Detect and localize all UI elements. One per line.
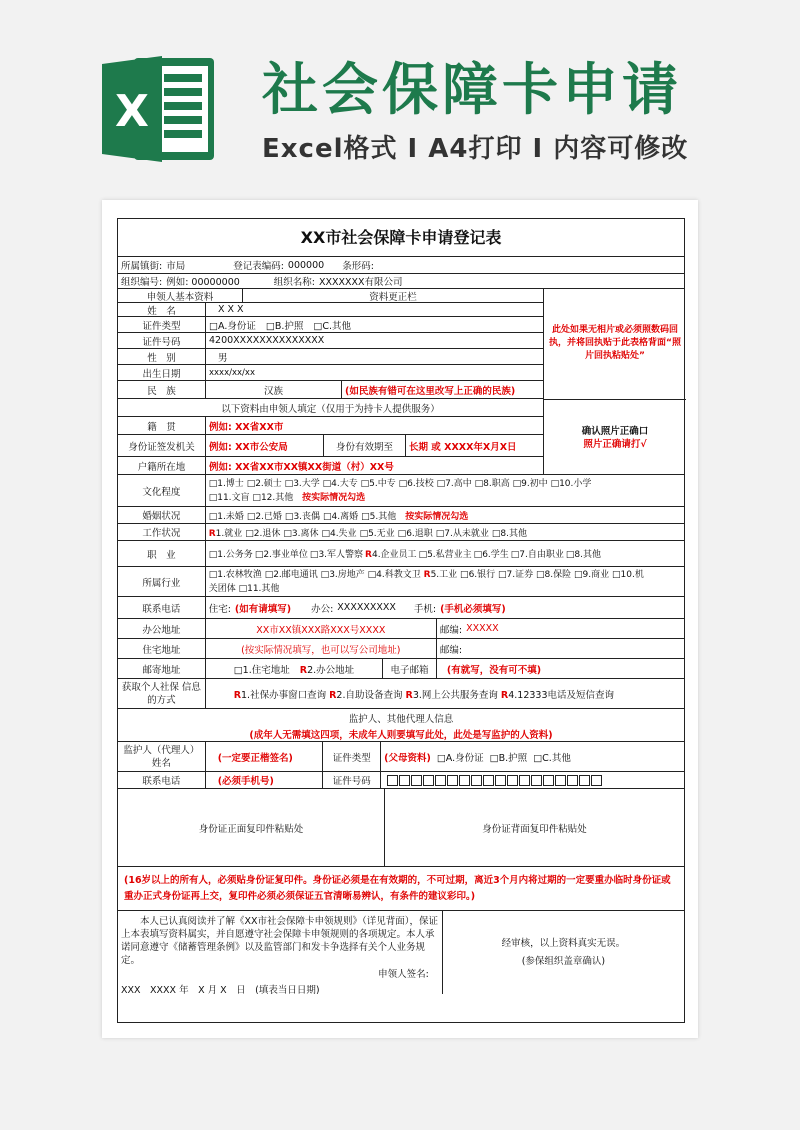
edu-option[interactable]: □6.技校: [398, 479, 434, 489]
idno-label: 证件号码: [118, 333, 206, 349]
info-option[interactable]: R4.12333电话及短信查询: [500, 689, 615, 701]
marital-label: 婚姻状况: [118, 507, 206, 523]
industry-option[interactable]: □6.银行: [460, 570, 496, 580]
work-options: [206, 524, 684, 540]
id-front-area: 身份证正面复印件粘贴处: [118, 789, 385, 866]
guardian-note-row: [118, 726, 684, 742]
digit-box[interactable]: [435, 775, 446, 786]
marital-options: [206, 507, 684, 523]
digit-box[interactable]: [387, 775, 398, 786]
office-address-row: [118, 619, 684, 639]
declaration-text: 本人已认真阅读并了解《XX市社会保障卡申领规则》（详见背面），保证上本表填写资料属实，并自愿遵守社会保障卡申领规则的各项规定。本人承诺同意遵守《储蓄管理条例》以及监管部门和发卡争选择有关个人业务规定。: [121, 916, 439, 966]
edu-option[interactable]: □11.文盲: [208, 493, 250, 503]
copy-note-row: [118, 867, 684, 911]
office-addr-value[interactable]: XX市XX镇XXX路XXX号XXXX: [206, 619, 437, 638]
mail-address-row: [118, 659, 684, 679]
guardian-note: (成年人无需填这四项，未成年人则要填写此处，此处是写监护的人资料): [249, 729, 553, 741]
industry-options: [206, 567, 684, 596]
office-phone-label: 办公:: [311, 603, 334, 615]
edu-option[interactable]: □4.大专: [322, 479, 358, 489]
marital-option[interactable]: □5.其他: [361, 511, 397, 522]
photo-note: 此处如果无相片或必须照数码回执，并将回执贴于此表格背面“照片回执粘贴处”: [549, 324, 681, 361]
date-line[interactable]: XXX XXXX 年 X 月 X 日 (填表当日日期): [121, 985, 320, 994]
cardholder-note: 以下资料由申领人填定（仅用于为持卡人提供服务）: [118, 399, 544, 417]
job-option[interactable]: □2.事业单位: [254, 550, 308, 560]
edu-note: 按实际情况勾选: [302, 493, 366, 503]
guardian-idtype-option[interactable]: □A.身份证: [436, 752, 484, 764]
work-option[interactable]: □6.退职: [397, 528, 433, 539]
guardian-name-row: [118, 742, 684, 772]
meta-row-2: [118, 273, 684, 289]
job-options: [206, 541, 684, 566]
basic-info-block: [118, 289, 684, 475]
edu-label: 文化程度: [118, 475, 206, 506]
office-addr-label: 办公地址: [118, 619, 206, 638]
guardian-phone-row: [118, 772, 684, 789]
industry-label: 所属行业: [118, 567, 206, 596]
ethnic-label: 民 族: [118, 381, 206, 399]
info-options: [206, 679, 684, 708]
excel-letter: X: [115, 86, 149, 137]
mail-option-office[interactable]: R2.办公地址: [299, 664, 355, 676]
ethnic-note: (如民族有错可在这里改写上正确的民族): [342, 381, 544, 399]
industry-row: [118, 567, 684, 597]
declaration-block: [118, 911, 443, 994]
home-addr-value[interactable]: (按实际情况填写，也可以写公司地址): [206, 639, 437, 658]
area-label: 所属镇街:: [121, 261, 163, 272]
guardian-header-row: [118, 709, 684, 726]
guardian-name-label: 监护人（代理人）姓名: [118, 742, 206, 771]
edu-option[interactable]: □5.中专: [360, 479, 396, 489]
basic-header: 申领人基本资料: [118, 289, 243, 303]
dob-value[interactable]: xxxx/xx/xx: [206, 365, 544, 381]
digit-box[interactable]: [567, 775, 578, 786]
mail-option-home[interactable]: □1.住宅地址: [233, 664, 290, 676]
mail-addr-label: 邮寄地址: [118, 659, 206, 678]
hero-subtitle: Excel格式 I A4打印 I 内容可修改: [262, 134, 689, 164]
validity-label: 身份有效期至: [324, 435, 406, 457]
idtype-option-b[interactable]: □B.护照: [265, 320, 304, 332]
name-value[interactable]: X X X: [206, 303, 544, 317]
home-addr-label: 住宅地址: [118, 639, 206, 658]
guardian-phone-value[interactable]: (必须手机号): [206, 772, 324, 788]
edu-option[interactable]: □2.硕士: [246, 479, 282, 489]
verify-block: [443, 911, 684, 994]
guardian-idtype-option[interactable]: □B.护照: [489, 752, 528, 764]
job-option[interactable]: □1.公务务: [208, 550, 253, 560]
photo-confirm-label: 确认照片正确口: [581, 425, 649, 437]
edu-option[interactable]: □8.职高: [474, 479, 510, 489]
work-label: 工作状况: [118, 524, 206, 540]
mobile-label: 手机:: [413, 603, 437, 615]
work-option[interactable]: □8.其他: [491, 528, 527, 539]
info-method-row: [118, 679, 684, 709]
verify-line-2: (参保组织盖章确认): [521, 955, 606, 967]
info-option[interactable]: R2.自助设备查询: [329, 689, 403, 701]
marital-option[interactable]: □1.未婚: [208, 511, 244, 522]
work-option[interactable]: □7.从未就业: [435, 528, 489, 539]
home-phone-value[interactable]: (如有请填写): [234, 603, 292, 615]
edu-line-1: [209, 477, 681, 491]
info-option[interactable]: R3.网上公共服务查询: [405, 689, 498, 701]
guardian-phone-label: 联系电话: [118, 772, 206, 788]
info-label: 获取个人社保 信息的方式: [118, 679, 206, 708]
home-address-row: [118, 639, 684, 659]
code-value[interactable]: 000000: [287, 259, 325, 271]
guardian-idtype-label: 证件类型: [323, 742, 381, 771]
edu-option[interactable]: □10.小学: [550, 479, 592, 489]
email-value[interactable]: (有就写，没有可不填): [446, 664, 542, 676]
digit-box[interactable]: [459, 775, 470, 786]
edu-option[interactable]: □1.博士: [208, 479, 244, 489]
digit-box[interactable]: [519, 775, 530, 786]
industry-option[interactable]: □7.证券: [498, 570, 534, 580]
zip2-label: 邮编:: [439, 644, 463, 656]
issuer-value[interactable]: 例如: XX市公安局: [206, 435, 324, 457]
gender-label: 性 别: [118, 349, 206, 365]
digit-box[interactable]: [555, 775, 566, 786]
industry-option[interactable]: □2.邮电通讯: [264, 570, 318, 580]
phone-label: 联系电话: [118, 597, 206, 618]
digit-box[interactable]: [483, 775, 494, 786]
digit-box[interactable]: [471, 775, 482, 786]
guardian-header: 监护人、其他代理人信息: [348, 713, 454, 725]
edu-line-2: [209, 491, 681, 505]
digit-box[interactable]: [591, 775, 602, 786]
work-row: [118, 524, 684, 541]
idtype-option-c[interactable]: □C.其他: [313, 320, 352, 332]
digit-box[interactable]: [543, 775, 554, 786]
digit-box[interactable]: [507, 775, 518, 786]
idtype-options: [206, 317, 544, 333]
copy-note: (16岁以上的所有人，必须贴身份证复印件。身份证必须是在有效期的，不可过期，离近3个月内将过期的一定要重办临时身份证或重办正式身份证再上交，复印件必须必须保证五官清晰易辨认，有条件的建议彩印。): [124, 874, 671, 902]
idtype-label: 证件类型: [118, 317, 206, 333]
zip-value[interactable]: XXXXX: [466, 623, 499, 634]
form-title: XX市社会保障卡申请登记表: [118, 219, 684, 257]
work-option[interactable]: □4.失业: [321, 528, 357, 539]
signer-label[interactable]: 申领人签名:: [378, 969, 429, 980]
guardian-name-value[interactable]: (一定要正楷签名): [206, 742, 324, 771]
edu-option[interactable]: □9.初中: [512, 479, 548, 489]
marital-note: 按实际情况勾选: [405, 511, 469, 522]
industry-option[interactable]: □3.房地产: [320, 570, 365, 580]
ethnic-value[interactable]: 汉族: [206, 381, 342, 399]
home-zip: [437, 639, 684, 658]
native-label: 籍 贯: [118, 417, 206, 435]
application-form: [117, 218, 685, 1023]
zip-label: 邮编:: [439, 624, 463, 636]
job-option[interactable]: □7.自由职业: [510, 550, 564, 560]
digit-box[interactable]: [411, 775, 422, 786]
guardian-idtype: [381, 742, 684, 771]
office-zip: [437, 619, 684, 638]
phone-row: [118, 597, 684, 619]
declaration-row: [118, 911, 684, 994]
meta-row-1: [118, 257, 684, 273]
job-option[interactable]: R4.企业员工: [365, 550, 417, 560]
excel-icon: [100, 50, 218, 168]
hukou-label: 户籍所在地: [118, 457, 206, 475]
form-sheet: [102, 200, 698, 1038]
job-option[interactable]: □5.私营业主: [418, 550, 472, 560]
marital-option[interactable]: □2.已婚: [246, 511, 282, 522]
photo-confirm-value: 照片正确请打√: [583, 438, 647, 450]
info-option[interactable]: R1.社保办事窗口查询: [233, 689, 327, 701]
digit-box[interactable]: [423, 775, 434, 786]
org-code-value[interactable]: 例如: 00000000: [166, 277, 240, 288]
issuer-label: 身份证签发机关: [118, 435, 206, 457]
guardian-idno-label: 证件号码: [323, 772, 381, 788]
work-option[interactable]: □5.无业: [359, 528, 395, 539]
industry-option[interactable]: □4.科教文卫: [367, 570, 421, 580]
education-row: [118, 475, 684, 507]
org-code-label: 组织编号:: [121, 277, 163, 288]
industry-option[interactable]: R5.工业: [423, 570, 458, 580]
industry-option[interactable]: □8.保险: [536, 570, 572, 580]
phone-values: [206, 597, 684, 618]
marital-option[interactable]: □3.丧偶: [284, 511, 321, 522]
work-option[interactable]: □3.离休: [283, 528, 319, 539]
email-label: 电子邮箱: [383, 659, 437, 678]
job-row: [118, 541, 684, 567]
marital-row: [118, 507, 684, 524]
industry-line-1: [209, 568, 681, 582]
digit-box[interactable]: [531, 775, 542, 786]
office-phone-value[interactable]: XXXXXXXXX: [337, 602, 396, 613]
barcode-label: 条形码:: [342, 261, 374, 272]
industry-option[interactable]: □1.农林牧渔: [208, 570, 262, 580]
home-phone-label: 住宅:: [208, 603, 231, 615]
verify-line-1: 经审核，以上资料真实无误。: [501, 937, 626, 949]
guardian-idtype-value: (父母资料): [384, 752, 431, 764]
idno-value[interactable]: 4200XXXXXXXXXXXXXX: [206, 333, 544, 349]
work-option[interactable]: R1.就业: [208, 528, 243, 539]
id-copy-row: [118, 789, 684, 867]
hero-banner: [0, 0, 800, 195]
native-value[interactable]: 例如: XX省XX市: [206, 417, 544, 435]
org-name-label: 组织名称:: [273, 277, 315, 288]
industry-option[interactable]: □9.商业: [574, 570, 610, 580]
industry-option[interactable]: □11.其他: [238, 584, 280, 594]
job-option[interactable]: □3.军人警察: [309, 550, 364, 560]
area-value[interactable]: 市局: [166, 261, 186, 272]
digit-box[interactable]: [579, 775, 590, 786]
edu-option[interactable]: □12.其他: [252, 493, 294, 503]
correction-header: 资料更正栏: [243, 289, 544, 303]
work-option[interactable]: □2.退休: [245, 528, 281, 539]
idtype-option-a[interactable]: □A.身份证: [209, 320, 256, 332]
dob-label: 出生日期: [118, 365, 206, 381]
mobile-value[interactable]: (手机必须填写): [440, 603, 506, 615]
hukou-value[interactable]: 例如: XX省XX市XX镇XX街道（村）XX号: [206, 457, 544, 475]
guardian-idtype-option[interactable]: □C.其他: [533, 752, 571, 764]
guardian-idno-boxes[interactable]: [381, 772, 684, 788]
code-label: 登记表编码:: [233, 261, 284, 272]
digit-box[interactable]: [399, 775, 410, 786]
name-label: 姓 名: [118, 303, 206, 317]
digit-box[interactable]: [447, 775, 458, 786]
industry-option[interactable]: 关团体: [208, 584, 236, 594]
id-back-area: 身份证背面复印件粘贴处: [482, 823, 587, 835]
industry-line-2: [209, 582, 681, 596]
marital-option[interactable]: □4.离婚: [323, 511, 359, 522]
industry-option[interactable]: □10.机: [611, 570, 644, 580]
org-name-value[interactable]: XXXXXXX有限公司: [318, 277, 403, 288]
hero-title: 社会保障卡申请: [262, 58, 682, 123]
mail-options: [206, 659, 383, 678]
photo-confirm[interactable]: [544, 399, 686, 475]
job-label: 职 业: [118, 541, 206, 566]
job-option[interactable]: □8.其他: [565, 550, 601, 560]
edu-option[interactable]: □3.大学: [284, 479, 320, 489]
digit-box[interactable]: [495, 775, 506, 786]
edu-option[interactable]: □7.高中: [436, 479, 472, 489]
job-option[interactable]: □6.学生: [473, 550, 509, 560]
validity-value[interactable]: 长期 或 XXXX年X月X日: [406, 435, 544, 457]
edu-options: [206, 475, 684, 506]
gender-value[interactable]: 男: [206, 349, 544, 365]
